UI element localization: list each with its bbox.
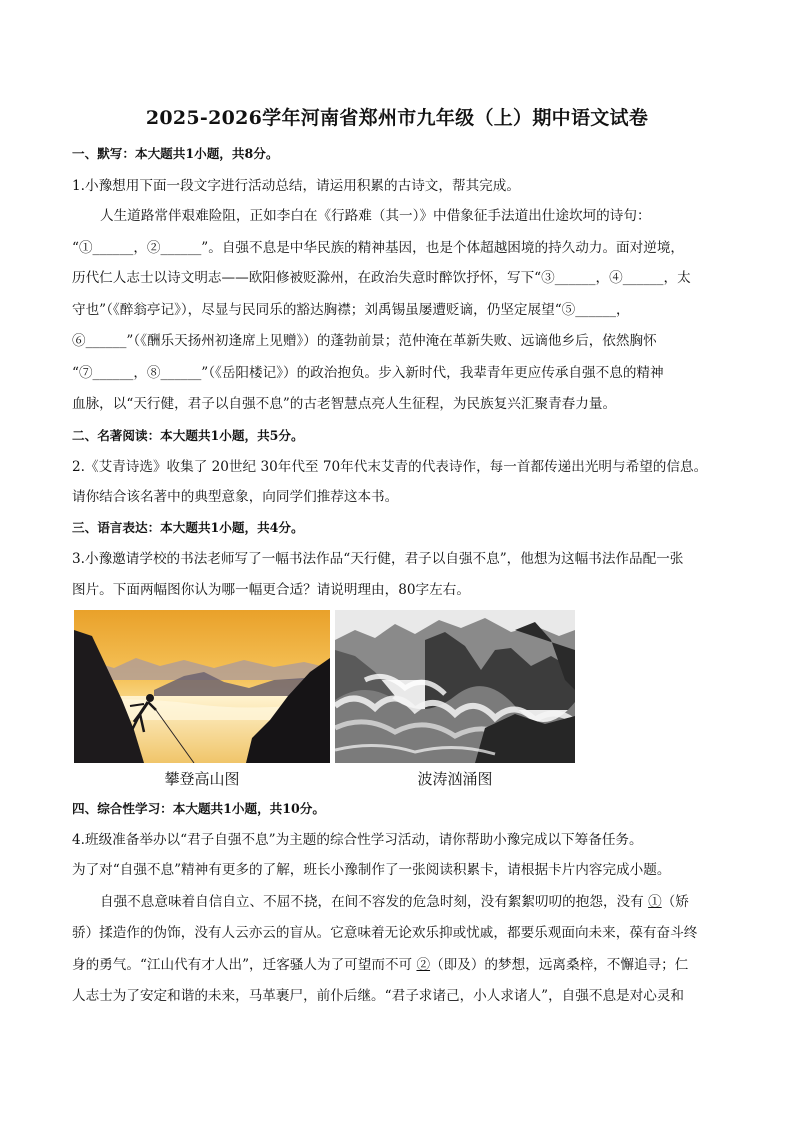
- q4-line-3: [100, 892, 726, 912]
- blank-marker-1: ①: [648, 894, 662, 910]
- section-heading-3: 三、语言表达：本大题共1小题，共4分。: [72, 520, 304, 535]
- q1-line-1: 1.小豫想用下面一段文字进行活动总结，请运用积累的古诗文，帮其完成。: [72, 178, 520, 194]
- section-heading-2: 二、名著阅读：本大题共1小题，共5分。: [72, 428, 304, 443]
- q1-line-6: ⑥______”（《酬乐天扬州初逢席上见赠》）的蓬勃前景；范仲淹在革新失败、远谪他乡后，依然胸怀: [72, 333, 657, 349]
- q1-line-2: 人生道路常伴艰难险阻，正如李白在《行路难（其一）》中借象征手法道出仕途坎坷的诗句：: [100, 208, 651, 224]
- surging-waves-image: [335, 610, 575, 763]
- surging-waves-illustration: [335, 610, 575, 763]
- blank-marker-2: ②: [416, 957, 431, 973]
- q4-line-1: 4.班级准备举办以“君子自强不息”为主题的综合性学习活动，请你帮助小豫完成以下筹备任务。: [72, 832, 643, 848]
- q4-line-3-text: 自强不息意味着自信自立、不屈不挠，在间不容发的危急时刻，没有絮絮叨叨的抱怨，没有: [100, 894, 649, 910]
- q4-line-5-option: （即及）的梦想，远离桑梓，不懈追寻；仁: [430, 957, 689, 973]
- image-caption-1: 攀登高山图: [164, 770, 240, 788]
- q4-line-5: [72, 955, 726, 975]
- q3-line-1: 3.小豫邀请学校的书法老师写了一幅书法作品“天行健，君子以自强不息”，他想为这幅书法作品配一张: [72, 551, 684, 567]
- q2-line-2: 请你结合该名著中的典型意象，向同学们推荐这本书。: [72, 489, 399, 505]
- q1-line-5: 守也”（《醉翁亭记》），尽显与民同乐的豁达胸襟；刘禹锡虽屡遭贬谪，仍坚定展望“⑤______，: [72, 302, 630, 318]
- image-caption-2: 波涛汹涌图: [417, 770, 493, 788]
- page-title: 2025-2026学年河南省郑州市九年级（上）期中语文试卷: [145, 107, 649, 129]
- q4-line-3-option: （矫: [661, 894, 689, 910]
- section-heading-4: 四、综合性学习：本大题共1小题，共10分。: [72, 801, 325, 816]
- q1-line-7: “⑦______，⑧______”（《岳阳楼记》）的政治抱负。步入新时代，我辈青年更应传承自强不息的精神: [72, 365, 664, 381]
- q3-line-2: 图片。下面两幅图你认为哪一幅更合适？请说明理由，80字左右。: [72, 582, 470, 598]
- climbing-mountain-illustration: [74, 610, 330, 763]
- q1-line-8: 血脉，以“天行健，君子以自强不息”的古老智慧点亮人生征程，为民族复兴汇聚青春力量。: [72, 396, 617, 412]
- q2-line-1: 2.《艾青诗选》收集了 20世纪 30年代至 70年代末艾青的代表诗作，每一首都传递出光明与希望的信息。: [72, 459, 708, 475]
- q4-line-2: 为了对“自强不息”精神有更多的了解，班长小豫制作了一张阅读积累卡，请根据卡片内容完成小题。: [72, 862, 671, 878]
- q4-line-6: 人志士为了安定和谐的未来，马革裹尸，前仆后继。“君子求诸己，小人求诸人”，自强不息是对心灵和: [72, 988, 685, 1004]
- q4-line-5-text: 身的勇气。“江山代有才人出”，迁客骚人为了可望而不可: [72, 957, 417, 973]
- q4-line-4: 骄）揉造作的伪饰，没有人云亦云的盲从。它意味着无论欢乐抑或忧戚，都要乐观面向未来，葆有奋斗终: [72, 925, 698, 941]
- q1-line-3: “①______，②______”。自强不息是中华民族的精神基因，也是个体超越困境的持久动力。面对逆境，: [72, 240, 685, 256]
- climbing-mountain-image: [74, 610, 330, 763]
- section-heading-1: 一、默写：本大题共1小题，共8分。: [72, 146, 279, 161]
- q1-line-4: 历代仁人志士以诗文明志——欧阳修被贬滁州，在政治失意时醉饮抒怀，写下“③______，④______，太: [72, 270, 691, 286]
